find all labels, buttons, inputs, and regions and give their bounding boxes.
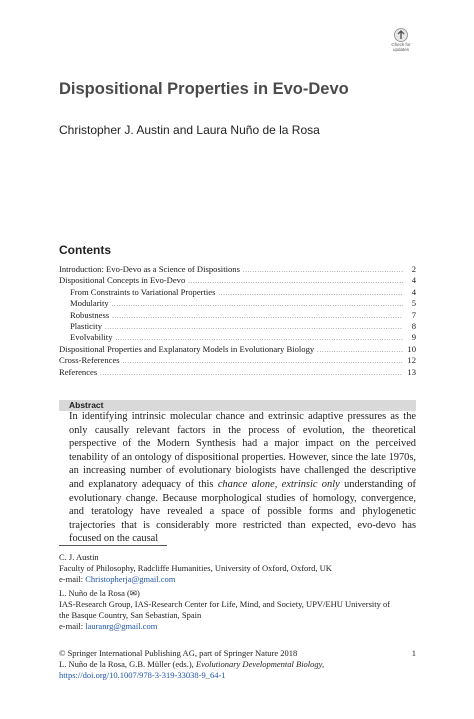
toc-entry-label: Dispositional Concepts in Evo-Devo [59, 275, 186, 286]
toc-entry-label: From Constraints to Variational Properties [70, 286, 216, 297]
chapter-title: Dispositional Properties in Evo-Devo [59, 80, 349, 98]
toc-entry[interactable] [59, 332, 416, 343]
toc-leader-dots [317, 344, 403, 355]
abstract-text-emphasis: chance alone, extrinsic only [217, 478, 340, 490]
toc-entry[interactable] [59, 310, 416, 321]
toc-page-number: 9 [411, 332, 416, 343]
check-for-updates-badge[interactable] [383, 28, 419, 60]
copyright-notice: © Springer International Publishing AG, part of Springer Nature 2018 [59, 648, 298, 658]
toc-page-number: 4 [411, 286, 416, 297]
toc-entry-label: Evolvability [70, 332, 113, 343]
toc-page-number: 7 [411, 309, 416, 320]
toc-leader-dots [218, 287, 403, 298]
toc-leader-dots [112, 310, 403, 321]
toc-entry[interactable] [59, 367, 416, 378]
contents-heading: Contents [59, 243, 111, 257]
doi-link[interactable]: https://doi.org/10.1007/978-3-319-33038-9_64-1 [59, 670, 226, 680]
affiliation-austin [59, 552, 439, 585]
check-updates-icon [394, 28, 408, 42]
affiliation-rosa [59, 588, 439, 632]
toc-leader-dots [105, 321, 403, 332]
toc-entry[interactable] [59, 321, 416, 332]
toc-entry-label: Robustness [70, 309, 110, 320]
toc-entry[interactable] [59, 355, 416, 366]
author-name: C. J. Austin [59, 552, 99, 562]
toc-leader-dots [116, 332, 404, 343]
toc-page-number: 2 [411, 264, 416, 274]
abstract-text-part1: In identifying intrinsic molecular chance and extrinsic adaptive pressures as the only causally relevant factors in the process of evolution, the theoretical perspective of the Modern Synthesis had a major impact on the perceived tenability of an ontology of dispositional properties. However, since the late 1970s, an increasing number of evolutionary biologists have challenged the descriptive and explanatory adequacy of this [69, 411, 416, 490]
page-footer [59, 648, 416, 681]
toc-entry-label: Modularity [70, 298, 109, 309]
toc-page-number: 8 [411, 320, 416, 331]
chapter-authors: Christopher J. Austin and Laura Nuño de la Rosa [59, 123, 320, 137]
author-address-line1: IAS-Research Group, IAS-Research Center for Life, Mind, and Society, UPV/EHU University of [59, 599, 391, 609]
abstract-label: Abstract [69, 400, 104, 410]
toc-leader-dots [100, 367, 403, 378]
toc-page-number: 5 [411, 298, 416, 309]
toc-entry[interactable] [59, 275, 416, 286]
email-label: e-mail: [59, 574, 84, 584]
toc-leader-dots [188, 275, 403, 286]
citation-editors: L. Nuño de la Rosa, G.B. Müller (eds.), [59, 659, 194, 669]
toc-entry[interactable] [59, 287, 416, 298]
toc-leader-dots [123, 355, 403, 366]
toc-entry[interactable] [59, 264, 416, 275]
toc-entry-label: Plasticity [70, 320, 102, 331]
citation-book-title: Evolutionary Developmental Biology, [195, 659, 325, 669]
toc-entry[interactable] [59, 344, 416, 355]
toc-entry-label: References [59, 366, 98, 377]
badge-line1: Check for [391, 42, 411, 47]
toc-entry-label: Introduction: Evo-Devo as a Science of Dispositions [59, 264, 240, 274]
page-number: 1 [411, 648, 416, 658]
email-label: e-mail: [59, 621, 84, 631]
footnote-divider [59, 545, 167, 546]
author-address-line2: the Basque Country, San Sebastian, Spain [59, 610, 202, 620]
table-of-contents [59, 264, 416, 378]
email-link[interactable]: lauranrg@gmail.com [85, 621, 158, 631]
author-address: Faculty of Philosophy, Radcliffe Humanities, University of Oxford, Oxford, UK [59, 563, 332, 573]
toc-page-number: 10 [407, 343, 416, 354]
toc-leader-dots [243, 264, 403, 275]
badge-line2: updates [392, 47, 409, 52]
toc-entry[interactable] [59, 298, 416, 309]
toc-entry-label: Dispositional Properties and Explanatory Models in Evolutionary Biology [59, 343, 315, 354]
toc-page-number: 13 [407, 366, 416, 377]
email-link[interactable]: Christopherja@gmail.com [85, 574, 176, 584]
abstract-text [69, 410, 416, 546]
toc-page-number: 4 [411, 275, 416, 286]
abstract-text-part2: understanding of evolutionary change. Because morphological studies of homology, convergence, and teratology have revealed a space of possible forms and phylogenetic trajectories that is considerably more restricted than expected, evo-devo has focused on the causal [69, 478, 416, 545]
toc-page-number: 12 [407, 355, 416, 366]
toc-leader-dots [112, 298, 403, 309]
author-name: L. Nuño de la Rosa (✉) [59, 588, 140, 598]
toc-entry-label: Cross-References [59, 355, 120, 366]
